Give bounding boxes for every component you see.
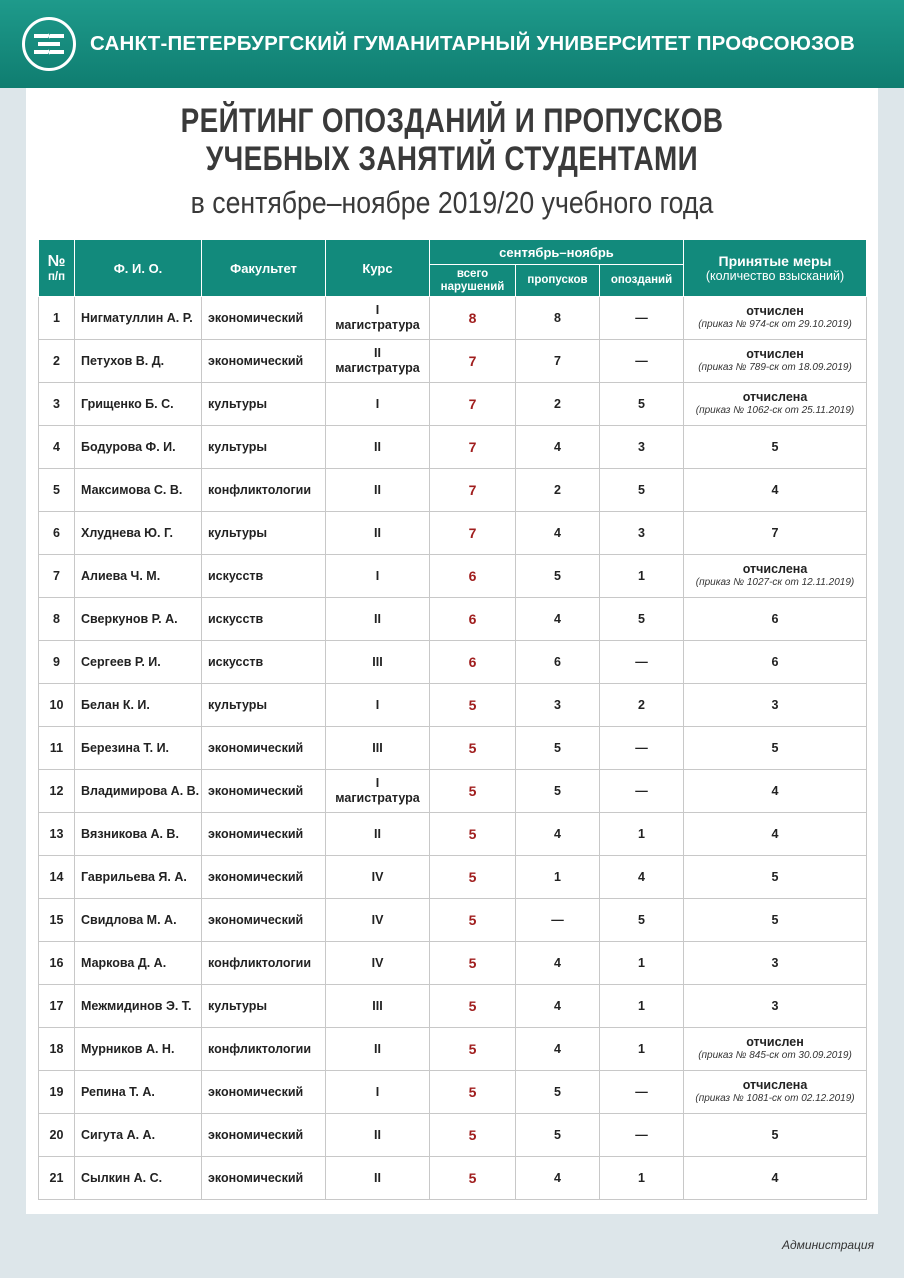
course-year: II: [374, 1041, 381, 1056]
measure-order-note: (приказ № 1062-ск от 25.11.2019): [695, 405, 855, 416]
course-year: I: [375, 303, 380, 317]
row-num: 3: [39, 383, 75, 426]
lates-cell: 4: [600, 856, 684, 899]
course-cell: [326, 899, 430, 942]
course-year: I: [375, 697, 380, 712]
faculty-cell: искусств: [202, 555, 326, 598]
measure-value: 5: [771, 440, 779, 454]
lates-cell: —: [600, 770, 684, 813]
table-row: [39, 985, 867, 1028]
measures-cell: [684, 770, 867, 813]
table-row: [39, 1157, 867, 1200]
col-faculty: Факультет: [202, 240, 326, 297]
table-row: [39, 770, 867, 813]
total-violations: 5: [430, 899, 516, 942]
row-num: 2: [39, 340, 75, 383]
measures-cell: [684, 727, 867, 770]
measure-order-note: (приказ № 1081-ск от 02.12.2019): [695, 1093, 855, 1104]
measures-cell: [684, 340, 867, 383]
student-name: Хлуднева Ю. Г.: [75, 512, 202, 555]
faculty-cell: экономический: [202, 1071, 326, 1114]
course-cell: [326, 856, 430, 899]
student-name: Нигматуллин А. Р.: [75, 297, 202, 340]
measure-value: отчислена: [742, 562, 808, 576]
absences-cell: 4: [516, 598, 600, 641]
row-num: 19: [39, 1071, 75, 1114]
absences-cell: 7: [516, 340, 600, 383]
measure-value: 5: [771, 870, 779, 884]
lates-cell: —: [600, 641, 684, 684]
course-cell: [326, 1114, 430, 1157]
course-year: I: [375, 1084, 380, 1099]
row-num: 12: [39, 770, 75, 813]
student-name: Межмидинов Э. Т.: [75, 985, 202, 1028]
lates-cell: —: [600, 727, 684, 770]
row-num: 15: [39, 899, 75, 942]
table-row: [39, 297, 867, 340]
absences-cell: 8: [516, 297, 600, 340]
table-row: [39, 1114, 867, 1157]
course-cell: [326, 340, 430, 383]
faculty-cell: экономический: [202, 297, 326, 340]
total-violations: 7: [430, 383, 516, 426]
student-name: Репина Т. А.: [75, 1071, 202, 1114]
measures-cell: [684, 512, 867, 555]
measures-cell: [684, 555, 867, 598]
measures-cell: [684, 383, 867, 426]
faculty-cell: культуры: [202, 426, 326, 469]
course-year: II: [374, 1127, 381, 1142]
total-violations: 5: [430, 770, 516, 813]
total-violations: 5: [430, 1114, 516, 1157]
course-year: IV: [371, 912, 384, 927]
measures-cell: [684, 1157, 867, 1200]
total-violations: 6: [430, 641, 516, 684]
row-num: 4: [39, 426, 75, 469]
absences-cell: 3: [516, 684, 600, 727]
measures-cell: [684, 297, 867, 340]
student-name: Владимирова А. В.: [75, 770, 202, 813]
total-violations: 8: [430, 297, 516, 340]
table-row: [39, 813, 867, 856]
faculty-cell: экономический: [202, 727, 326, 770]
course-level: магистратура: [335, 318, 420, 332]
table-row: [39, 555, 867, 598]
total-violations: 5: [430, 727, 516, 770]
measures-cell: [684, 684, 867, 727]
course-cell: [326, 985, 430, 1028]
header-banner: [0, 0, 904, 88]
measures-cell: [684, 598, 867, 641]
student-name: Сверкунов Р. А.: [75, 598, 202, 641]
absences-cell: 5: [516, 555, 600, 598]
total-violations: 5: [430, 942, 516, 985]
row-num: 14: [39, 856, 75, 899]
total-violations: 7: [430, 340, 516, 383]
absences-cell: 2: [516, 383, 600, 426]
lates-cell: 1: [600, 942, 684, 985]
student-name: Мурников А. Н.: [75, 1028, 202, 1071]
course-year: III: [372, 998, 383, 1013]
table-row: [39, 426, 867, 469]
absences-cell: 5: [516, 770, 600, 813]
course-year: III: [372, 654, 383, 669]
row-num: 7: [39, 555, 75, 598]
measure-value: 3: [771, 956, 779, 970]
table-row: [39, 856, 867, 899]
table-row: [39, 598, 867, 641]
measure-value: 4: [771, 483, 779, 497]
col-total: всего нарушений: [430, 265, 516, 297]
measure-value: отчислена: [742, 1078, 808, 1092]
measures-cell: [684, 641, 867, 684]
faculty-cell: экономический: [202, 899, 326, 942]
faculty-cell: экономический: [202, 1157, 326, 1200]
title-line-2: УЧЕБНЫХ ЗАНЯТИЙ СТУДЕНТАМИ: [205, 140, 699, 178]
lates-cell: 2: [600, 684, 684, 727]
table-body: [39, 297, 867, 1200]
total-violations: 5: [430, 1071, 516, 1114]
faculty-cell: конфликтологии: [202, 469, 326, 512]
measure-value: отчислена: [742, 390, 808, 404]
measure-value: отчислен: [746, 347, 804, 361]
student-name: Сылкин А. С.: [75, 1157, 202, 1200]
measure-order-note: (приказ № 1027-ск от 12.11.2019): [695, 577, 855, 588]
lates-cell: —: [600, 340, 684, 383]
table-row: [39, 899, 867, 942]
measure-value: 6: [771, 655, 779, 669]
subtitle: в сентябре–ноябре 2019/20 учебного года: [190, 185, 714, 220]
measures-cell: [684, 899, 867, 942]
lates-cell: 1: [600, 813, 684, 856]
course-level: магистратура: [335, 791, 420, 805]
course-cell: [326, 641, 430, 684]
col-absences: пропусков: [516, 265, 600, 297]
row-num: 13: [39, 813, 75, 856]
student-name: Березина Т. И.: [75, 727, 202, 770]
absences-cell: 4: [516, 813, 600, 856]
row-num: 20: [39, 1114, 75, 1157]
faculty-cell: искусств: [202, 598, 326, 641]
poster-sheet: [26, 88, 878, 1214]
measures-cell: [684, 1028, 867, 1071]
total-violations: 5: [430, 684, 516, 727]
lates-cell: 5: [600, 469, 684, 512]
lates-cell: —: [600, 297, 684, 340]
faculty-cell: экономический: [202, 813, 326, 856]
table-row: [39, 641, 867, 684]
col-num: № п/п: [39, 240, 75, 297]
student-name: Белан К. И.: [75, 684, 202, 727]
faculty-cell: культуры: [202, 512, 326, 555]
col-name: Ф. И. О.: [75, 240, 202, 297]
table-row: [39, 469, 867, 512]
row-num: 11: [39, 727, 75, 770]
measures-cell: [684, 813, 867, 856]
student-name: Свидлова М. А.: [75, 899, 202, 942]
absences-cell: 4: [516, 942, 600, 985]
absences-cell: 1: [516, 856, 600, 899]
student-name: Алиева Ч. М.: [75, 555, 202, 598]
course-cell: [326, 1157, 430, 1200]
table-row: [39, 340, 867, 383]
table-row: [39, 1028, 867, 1071]
absences-cell: 5: [516, 1114, 600, 1157]
measure-value: 5: [771, 913, 779, 927]
row-num: 9: [39, 641, 75, 684]
measure-value: 3: [771, 698, 779, 712]
col-course: Курс: [326, 240, 430, 297]
total-violations: 7: [430, 426, 516, 469]
course-year: II: [374, 826, 381, 841]
col-lates: опозданий: [600, 265, 684, 297]
faculty-cell: экономический: [202, 340, 326, 383]
col-period: сентябрь–ноябрь: [430, 240, 684, 265]
student-name: Грищенко Б. С.: [75, 383, 202, 426]
course-level: магистратура: [335, 361, 420, 375]
absences-cell: —: [516, 899, 600, 942]
student-name: Гаврильева Я. А.: [75, 856, 202, 899]
student-name: Маркова Д. А.: [75, 942, 202, 985]
org-name: САНКТ-ПЕТЕРБУРГСКИЙ ГУМАНИТАРНЫЙ УНИВЕРСИТЕТ ПРОФСОЮЗОВ: [90, 32, 856, 55]
course-year: I: [375, 568, 380, 583]
table-row: [39, 1071, 867, 1114]
lates-cell: 3: [600, 512, 684, 555]
course-year: I: [375, 776, 380, 790]
lates-cell: 3: [600, 426, 684, 469]
table-row: [39, 383, 867, 426]
absences-cell: 4: [516, 512, 600, 555]
course-cell: [326, 727, 430, 770]
student-name: Максимова С. В.: [75, 469, 202, 512]
measure-value: 4: [771, 827, 779, 841]
course-year: II: [374, 1170, 381, 1185]
lates-cell: —: [600, 1114, 684, 1157]
faculty-cell: экономический: [202, 770, 326, 813]
course-year: I: [375, 396, 380, 411]
absences-cell: 4: [516, 426, 600, 469]
course-cell: [326, 813, 430, 856]
course-cell: [326, 598, 430, 641]
total-violations: 7: [430, 469, 516, 512]
measure-value: 3: [771, 999, 779, 1013]
row-num: 10: [39, 684, 75, 727]
footer-signature: Администрация: [782, 1238, 874, 1252]
course-cell: [326, 383, 430, 426]
faculty-cell: культуры: [202, 684, 326, 727]
total-violations: 7: [430, 512, 516, 555]
course-year: II: [374, 525, 381, 540]
course-cell: [326, 555, 430, 598]
measure-order-note: (приказ № 789-ск от 18.09.2019): [698, 362, 852, 373]
measure-value: отчислен: [746, 304, 804, 318]
total-violations: 5: [430, 1157, 516, 1200]
course-cell: [326, 684, 430, 727]
faculty-cell: искусств: [202, 641, 326, 684]
course-cell: [326, 426, 430, 469]
total-violations: 5: [430, 985, 516, 1028]
absences-cell: 2: [516, 469, 600, 512]
total-violations: 5: [430, 813, 516, 856]
measure-order-note: (приказ № 974-ск от 29.10.2019): [698, 319, 852, 330]
course-year: III: [372, 740, 383, 755]
course-cell: [326, 512, 430, 555]
lates-cell: 1: [600, 1157, 684, 1200]
course-cell: [326, 469, 430, 512]
absences-cell: 6: [516, 641, 600, 684]
course-cell: [326, 942, 430, 985]
row-num: 6: [39, 512, 75, 555]
measures-cell: [684, 1071, 867, 1114]
row-num: 8: [39, 598, 75, 641]
lates-cell: 1: [600, 555, 684, 598]
student-name: Бодурова Ф. И.: [75, 426, 202, 469]
faculty-cell: культуры: [202, 985, 326, 1028]
lates-cell: 5: [600, 598, 684, 641]
measures-cell: [684, 426, 867, 469]
measure-value: 7: [771, 526, 779, 540]
lates-cell: 1: [600, 985, 684, 1028]
row-num: 16: [39, 942, 75, 985]
course-cell: [326, 297, 430, 340]
course-year: II: [374, 482, 381, 497]
measures-cell: [684, 942, 867, 985]
total-violations: 5: [430, 1028, 516, 1071]
row-num: 17: [39, 985, 75, 1028]
table-row: [39, 727, 867, 770]
course-year: IV: [371, 955, 384, 970]
measure-order-note: (приказ № 845-ск от 30.09.2019): [698, 1050, 852, 1061]
absences-cell: 4: [516, 985, 600, 1028]
course-cell: [326, 1028, 430, 1071]
row-num: 21: [39, 1157, 75, 1200]
measure-value: 4: [771, 1171, 779, 1185]
measure-value: 5: [771, 1128, 779, 1142]
measure-value: отчислен: [746, 1035, 804, 1049]
rating-table: [38, 239, 867, 1200]
lates-cell: 5: [600, 899, 684, 942]
col-measures: Принятые меры (количество взысканий): [684, 240, 867, 297]
measures-cell: [684, 856, 867, 899]
absences-cell: 4: [516, 1028, 600, 1071]
absences-cell: 5: [516, 727, 600, 770]
student-name: Петухов В. Д.: [75, 340, 202, 383]
faculty-cell: экономический: [202, 856, 326, 899]
faculty-cell: культуры: [202, 383, 326, 426]
total-violations: 6: [430, 598, 516, 641]
table-row: [39, 942, 867, 985]
table-header: [39, 240, 867, 297]
faculty-cell: экономический: [202, 1114, 326, 1157]
faculty-cell: конфликтологии: [202, 1028, 326, 1071]
row-num: 18: [39, 1028, 75, 1071]
measures-cell: [684, 985, 867, 1028]
measures-cell: [684, 469, 867, 512]
student-name: Вязникова А. В.: [75, 813, 202, 856]
total-violations: 6: [430, 555, 516, 598]
course-year: IV: [371, 869, 384, 884]
faculty-cell: конфликтологии: [202, 942, 326, 985]
lates-cell: 1: [600, 1028, 684, 1071]
lates-cell: 5: [600, 383, 684, 426]
lates-cell: —: [600, 1071, 684, 1114]
course-year: II: [374, 611, 381, 626]
measure-value: 6: [771, 612, 779, 626]
row-num: 1: [39, 297, 75, 340]
total-violations: 5: [430, 856, 516, 899]
row-num: 5: [39, 469, 75, 512]
table-row: [39, 512, 867, 555]
measure-value: 4: [771, 784, 779, 798]
course-year: II: [374, 439, 381, 454]
student-name: Сигута А. А.: [75, 1114, 202, 1157]
absences-cell: 4: [516, 1157, 600, 1200]
course-cell: [326, 1071, 430, 1114]
student-name: Сергеев Р. И.: [75, 641, 202, 684]
title-line-1: РЕЙТИНГ ОПОЗДАНИЙ И ПРОПУСКОВ: [180, 102, 724, 140]
course-year: II: [374, 346, 381, 360]
measures-cell: [684, 1114, 867, 1157]
table-row: [39, 684, 867, 727]
course-cell: [326, 770, 430, 813]
absences-cell: 5: [516, 1071, 600, 1114]
university-logo-icon: [22, 17, 76, 71]
measure-value: 5: [771, 741, 779, 755]
